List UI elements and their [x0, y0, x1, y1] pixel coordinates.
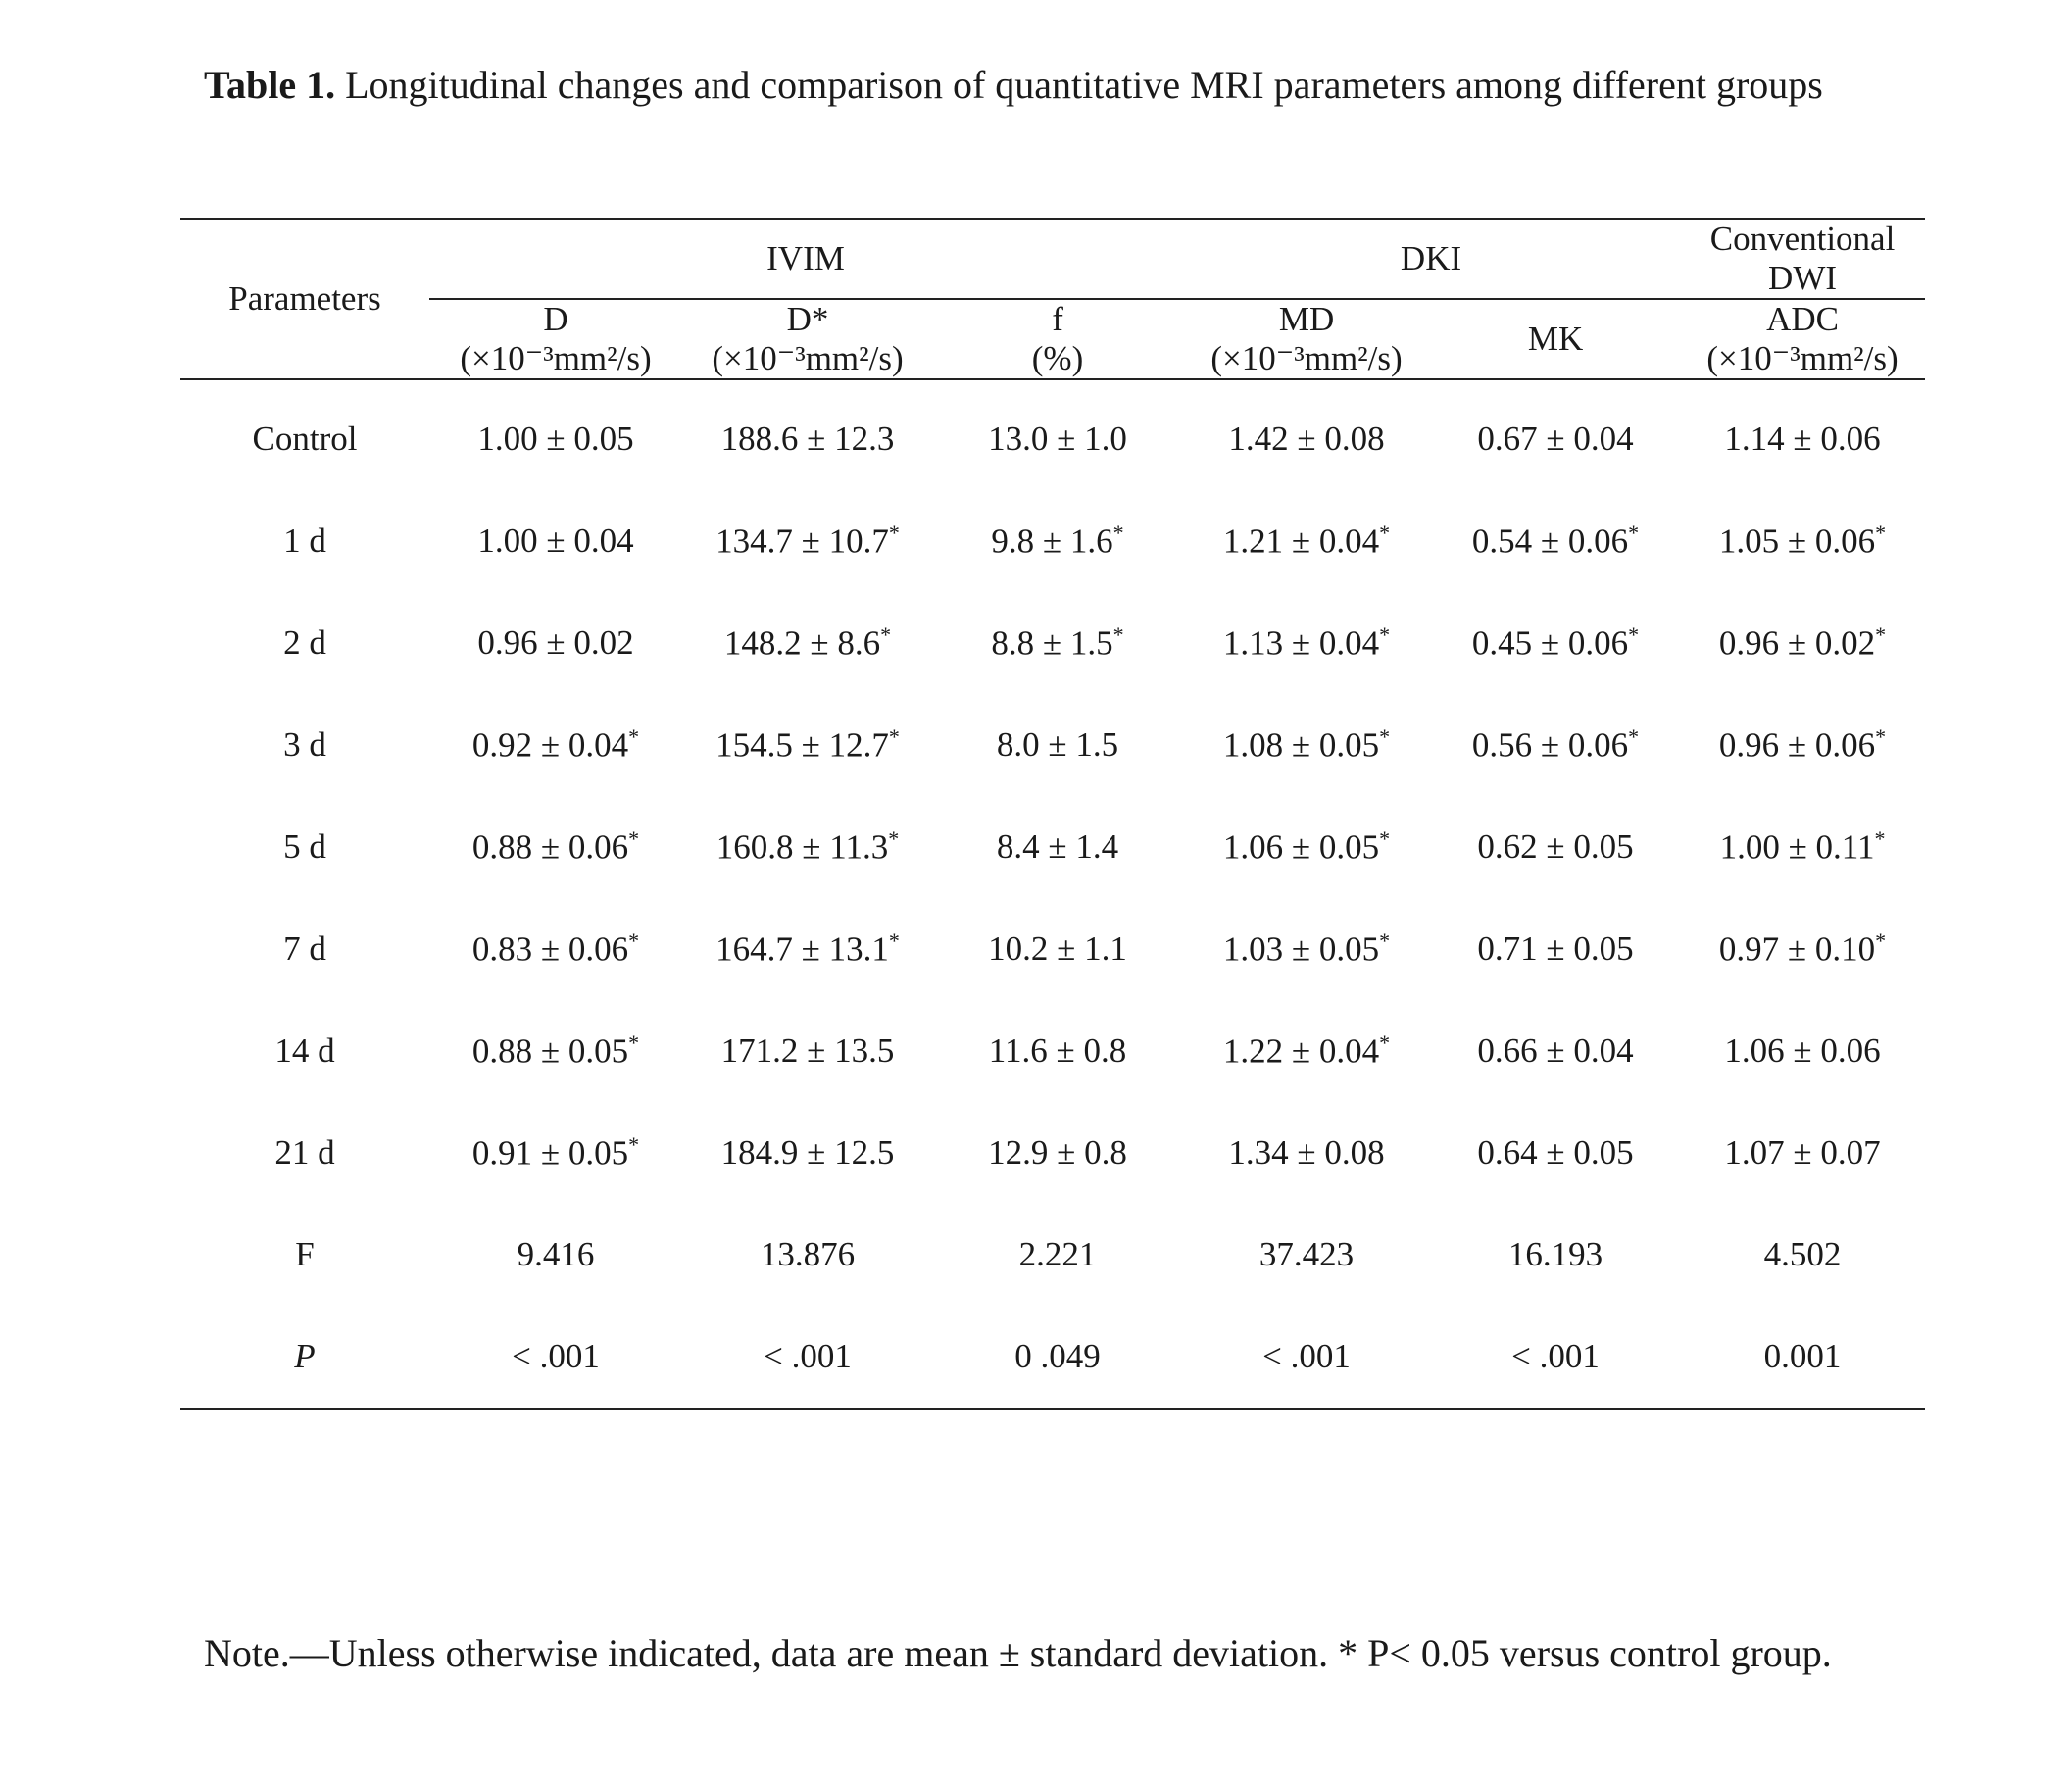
row-label: F [295, 1235, 315, 1273]
table-cell: 134.7 ± 10.7* [715, 521, 900, 561]
parameters-header: Parameters [180, 219, 429, 379]
column-unit: (×10⁻³mm²/s) [1706, 339, 1899, 377]
table-row [180, 490, 1925, 592]
table-cell: 9.8 ± 1.6* [991, 521, 1124, 561]
table-cell: 171.2 ± 13.5 [720, 1031, 895, 1069]
table-cell: 1.00 ± 0.05 [477, 420, 634, 458]
table-cell: 10.2 ± 1.1 [988, 929, 1127, 967]
table-cell: 0.96 ± 0.02 [477, 623, 634, 662]
table-row [180, 379, 1925, 490]
group-header-ivim: IVIM [766, 239, 845, 277]
table-cell: 9.416 [517, 1235, 595, 1273]
column-header-adc [1680, 299, 1925, 379]
table-cell: 164.7 ± 13.1* [715, 928, 900, 968]
table-row [180, 1000, 1925, 1102]
table-cell: 0.66 ± 0.04 [1477, 1031, 1634, 1069]
table-cell: 8.8 ± 1.5* [991, 622, 1124, 663]
table-row [180, 1102, 1925, 1204]
table-row [180, 694, 1925, 796]
table-cell: < .001 [1511, 1337, 1600, 1375]
table-cell: 0.91 ± 0.05* [471, 1132, 640, 1172]
column-header-row [180, 299, 1925, 379]
table-row [180, 1204, 1925, 1306]
column-name: MK [1527, 320, 1584, 358]
table-cell: 4.502 [1763, 1235, 1842, 1273]
table-cell: 13.0 ± 1.0 [988, 420, 1127, 458]
column-header-f [933, 299, 1182, 379]
table-cell: 1.00 ± 0.11* [1719, 826, 1886, 867]
table-cell: 0.62 ± 0.05 [1477, 827, 1634, 866]
column-header-d [429, 299, 682, 379]
table-cell: < .001 [512, 1337, 600, 1375]
table-cell: 8.0 ± 1.5 [996, 725, 1119, 764]
table-cell: 188.6 ± 12.3 [720, 420, 895, 458]
row-label: Control [252, 420, 358, 458]
table-cell: 1.42 ± 0.08 [1228, 420, 1385, 458]
table-cell: 0.88 ± 0.06* [471, 826, 640, 867]
data-table-container [180, 218, 1925, 1410]
table-cell: 1.13 ± 0.04* [1222, 622, 1391, 663]
column-name: f [1052, 300, 1063, 338]
table-cell: 0.56 ± 0.06* [1471, 724, 1640, 765]
table-cell: 0.83 ± 0.06* [471, 928, 640, 968]
table-cell: 0 .049 [1014, 1337, 1101, 1375]
table-row [180, 898, 1925, 1000]
table-row [180, 796, 1925, 898]
table-cell: 1.14 ± 0.06 [1724, 420, 1881, 458]
table-caption [204, 51, 1909, 120]
caption-label: Table 1. [204, 63, 336, 107]
table-cell: 8.4 ± 1.4 [996, 827, 1119, 866]
column-unit: (%) [1031, 339, 1084, 377]
table-cell: 0.64 ± 0.05 [1477, 1133, 1634, 1171]
table-cell: 1.00 ± 0.04 [477, 521, 634, 560]
table-cell: 2.221 [1018, 1235, 1097, 1273]
table-row [180, 592, 1925, 694]
column-header-md [1182, 299, 1431, 379]
table-cell: 0.96 ± 0.02* [1718, 622, 1887, 663]
group-header-line1: Conventional [1709, 220, 1896, 258]
column-header-d-star [682, 299, 933, 379]
table-cell: 1.08 ± 0.05* [1222, 724, 1391, 765]
row-label: P [294, 1337, 316, 1375]
table-row [180, 1306, 1925, 1409]
group-header-conventional-dwi [1680, 219, 1925, 299]
row-label: 7 d [283, 929, 326, 967]
table-cell: 0.88 ± 0.05* [471, 1030, 640, 1070]
row-label: 3 d [283, 725, 326, 764]
data-table [180, 218, 1925, 1410]
table-cell: 154.5 ± 12.7* [715, 724, 900, 765]
column-name: ADC [1766, 300, 1839, 338]
table-cell: 37.423 [1258, 1235, 1355, 1273]
table-cell: 1.07 ± 0.07 [1724, 1133, 1881, 1171]
group-header-line2: DWI [1768, 259, 1838, 297]
table-cell: 11.6 ± 0.8 [988, 1031, 1127, 1069]
row-label: 2 d [283, 623, 326, 662]
row-label: 21 d [274, 1133, 335, 1171]
column-name: MD [1278, 300, 1335, 338]
table-cell: 1.06 ± 0.05* [1222, 826, 1391, 867]
table-cell: < .001 [764, 1337, 852, 1375]
column-unit: (×10⁻³mm²/s) [712, 339, 904, 377]
table-cell: 0.97 ± 0.10* [1718, 928, 1887, 968]
column-name: D* [786, 300, 829, 338]
column-header-mk [1431, 299, 1680, 379]
column-name: D [543, 300, 568, 338]
caption-text: Longitudinal changes and comparison of quantitative MRI parameters among different groups [335, 63, 1823, 107]
column-unit: (×10⁻³mm²/s) [460, 339, 652, 377]
table-cell: 16.193 [1507, 1235, 1603, 1273]
table-cell: 0.71 ± 0.05 [1477, 929, 1634, 967]
column-unit: (×10⁻³mm²/s) [1210, 339, 1403, 377]
group-header-dki: DKI [1400, 239, 1462, 277]
table-cell: 0.96 ± 0.06* [1718, 724, 1887, 765]
table-cell: 1.22 ± 0.04* [1222, 1030, 1391, 1070]
table-cell: 0.001 [1763, 1337, 1842, 1375]
table-body [180, 379, 1925, 1409]
table-cell: 0.92 ± 0.04* [471, 724, 640, 765]
table-cell: 184.9 ± 12.5 [720, 1133, 895, 1171]
table-cell: 0.67 ± 0.04 [1477, 420, 1634, 458]
group-header-row [180, 219, 1925, 299]
table-cell: 148.2 ± 8.6* [723, 622, 892, 663]
table-cell: 12.9 ± 0.8 [988, 1133, 1127, 1171]
table-cell: 13.876 [760, 1235, 856, 1273]
row-label: 5 d [283, 827, 326, 866]
table-note: Note.—Unless otherwise indicated, data are mean ± standard deviation. * P< 0.05 versus control group. [204, 1631, 1832, 1675]
table-cell: 1.03 ± 0.05* [1222, 928, 1391, 968]
table-cell: 1.06 ± 0.06 [1724, 1031, 1881, 1069]
table-cell: 1.21 ± 0.04* [1222, 521, 1391, 561]
table-cell: 0.54 ± 0.06* [1471, 521, 1640, 561]
table-cell: < .001 [1262, 1337, 1351, 1375]
table-cell: 1.34 ± 0.08 [1228, 1133, 1385, 1171]
row-label: 14 d [274, 1031, 335, 1069]
table-cell: 0.45 ± 0.06* [1471, 622, 1640, 663]
table-cell: 160.8 ± 11.3* [715, 826, 900, 867]
table-cell: 1.05 ± 0.06* [1718, 521, 1887, 561]
row-label: 1 d [283, 521, 326, 560]
